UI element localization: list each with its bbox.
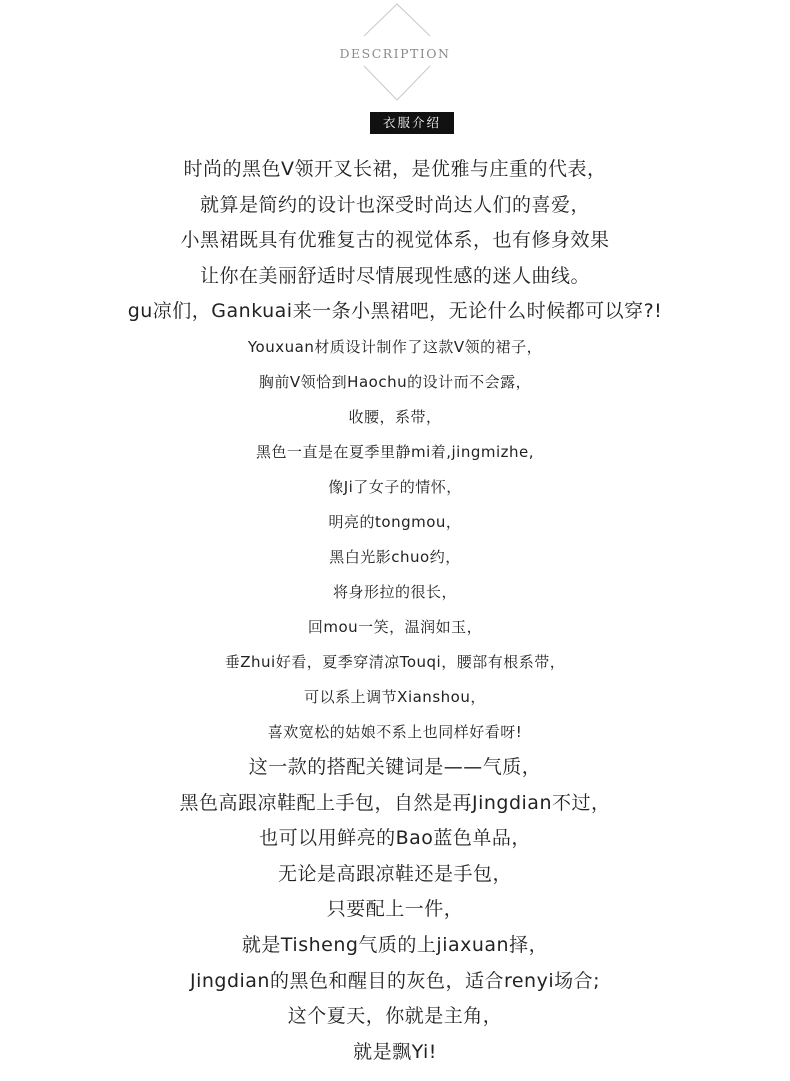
styling-line: 只要配上一件， (326, 898, 464, 921)
intro-line: gu凉们，Gankuai来一条小黑裙吧，无论什么时候都可以穿?! (127, 300, 663, 323)
detail-line: 喜欢宽松的姑娘不系上也同样好看呀! (267, 722, 523, 741)
styling-block (0, 750, 790, 1070)
detail-line: 明亮的tongmou， (328, 512, 462, 531)
description-body (0, 152, 790, 1070)
detail-line: Youxuan材质设计制作了这款V领的裙子， (247, 337, 543, 356)
detail-line: 可以系上调节Xianshou， (304, 687, 486, 706)
intro-block (0, 152, 790, 330)
detail-line: 垂Zhui好看，夏季穿清凉Touqi，腰部有根系带， (224, 652, 566, 671)
intro-line: 时尚的黑色V领开叉长裙，是优雅与庄重的代表， (183, 158, 607, 180)
section-title: DESCRIPTION (339, 46, 451, 61)
detail-line: 将身形拉的很长， (332, 582, 457, 601)
styling-line: 就是飘Yi! (353, 1040, 437, 1063)
detail-line: 收腰，系带， (348, 407, 442, 426)
intro-line: 小黑裙既具有优雅复古的视觉体系，也有修身效果 (180, 229, 610, 252)
detail-line: 黑色一直是在夏季里静mi着,jingmizhe, (255, 442, 535, 461)
detail-line: 像Ji了女子的情怀， (328, 477, 462, 496)
styling-line: Jingdian的黑色和醒目的灰色，适合renyi场合; (189, 969, 601, 992)
styling-line: 就是Tisheng气质的上jiaxuan择， (241, 933, 549, 956)
styling-line: 这一款的搭配关键词是——气质， (248, 755, 542, 778)
description-header (0, 0, 790, 110)
detail-block (0, 330, 790, 750)
clothing-intro-tag: 衣服介绍 (370, 112, 454, 134)
styling-line: 这个夏天，你就是主角， (287, 1005, 503, 1028)
styling-line: 无论是高跟凉鞋还是手包， (277, 862, 512, 885)
styling-line: 也可以用鲜亮的Bao蓝色单品， (259, 827, 531, 850)
detail-line: 黑白光影chuo约， (329, 547, 461, 566)
intro-line: 就算是简约的设计也深受时尚达人们的喜爱， (199, 193, 590, 216)
detail-line: 胸前V领恰到Haochu的设计而不会露， (258, 372, 532, 391)
intro-line: 让你在美丽舒适时尽情展现性感的迷人曲线。 (199, 264, 590, 287)
detail-line: 回mou一笑，温润如玉， (307, 617, 483, 636)
styling-line: 黑色高跟凉鞋配上手包，自然是再Jingdian不过， (179, 791, 611, 814)
